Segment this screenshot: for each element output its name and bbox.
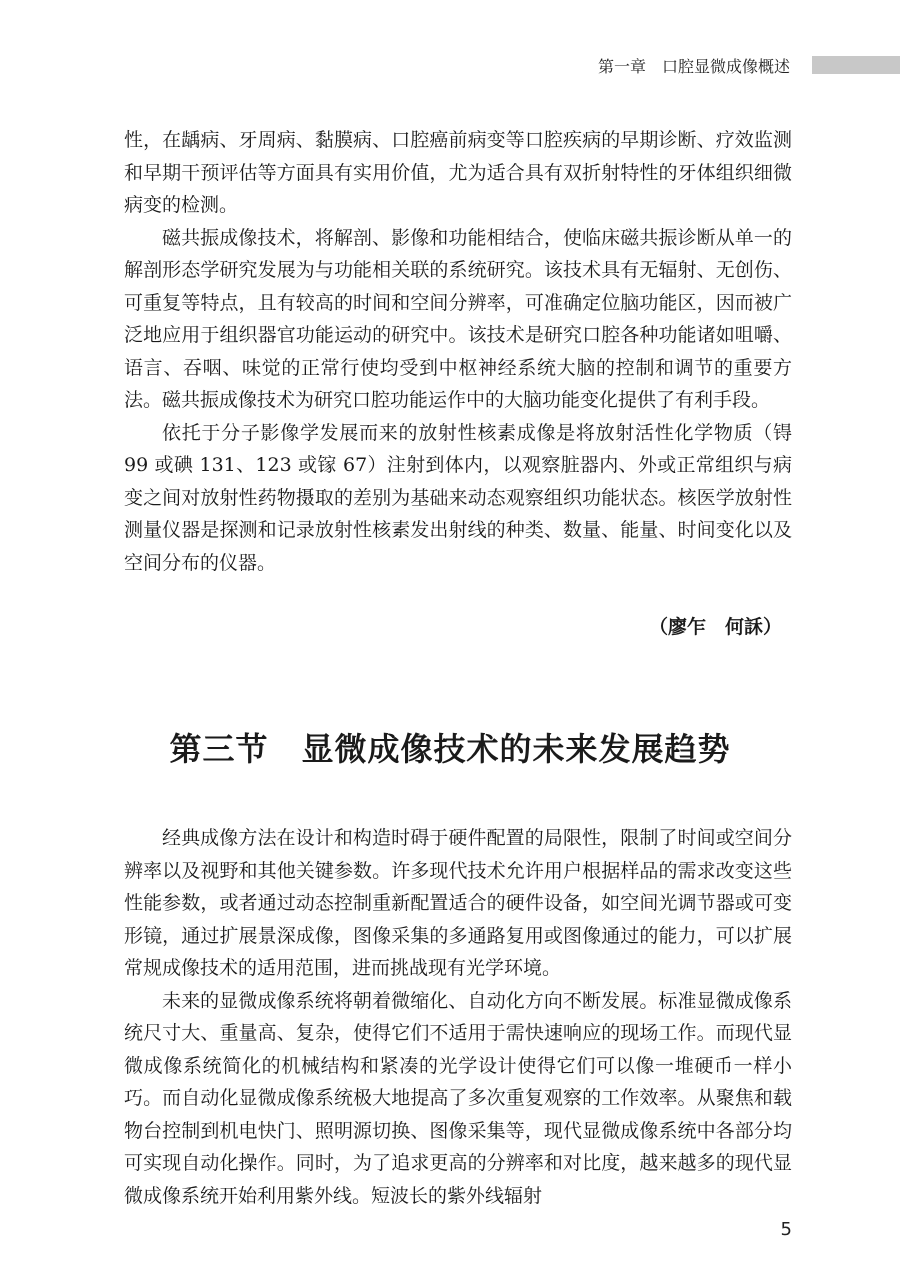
section-2-body xyxy=(124,822,792,1212)
paragraph-radionuclide: 依托于分子影像学发展而来的放射性核素成像是将放射活性化学物质（锝 99 或碘 131、123 或镓 67）注射到体内，以观察脏器内、外或正常组织与病变之间对放射性药物摄取的差别为基础来动态观察组织功能状态。核医学放射性测量仪器是探测和记录放射性核素发出射线的种类、数量、能量、时间变化以及空间分布的仪器。 xyxy=(124,421,792,574)
author-byline: （廖乍 何訸） xyxy=(648,616,782,638)
section-title: 第三节 显微成像技术的未来发展趋势 xyxy=(169,730,731,768)
paragraph-classic-imaging: 经典成像方法在设计和构造时碍于硬件配置的局限性，限制了时间或空间分辨率以及视野和其他关键参数。许多现代技术允许用户根据样品的需求改变这些性能参数，或者通过动态控制重新配置适合的硬件设备，如空间光调节器或可变形镜，通过扩展景深成像，图像采集的多通路复用或图像通过的能力，可以扩展常规成像技术的适用范围，进而挑战现有光学环境。 xyxy=(124,827,792,979)
page-number: 5 xyxy=(780,1219,792,1240)
running-header: 第一章 口腔显微成像概述 xyxy=(597,57,790,76)
paragraph-continuation: 性，在龋病、牙周病、黏膜病、口腔癌前病变等口腔疾病的早期诊断、疗效监测和早期干预评估等方面具有实用价值，尤为适合具有双折射特性的牙体组织细微病变的检测。 xyxy=(124,129,792,216)
paragraph-future-systems: 未来的显微成像系统将朝着微缩化、自动化方向不断发展。标准显微成像系统尺寸大、重量高、复杂，使得它们不适用于需快速响应的现场工作。而现代显微成像系统简化的机械结构和紧凑的光学设计使得它们可以像一堆硬币一样小巧。而自动化显微成像系统极大地提高了多次重复观察的工作效率。从聚焦和载物台控制到机电快门、照明源切换、图像采集等，现代显微成像系统中各部分均可实现自动化操作。同时，为了追求更高的分辨率和对比度，越来越多的现代显微成像系统开始利用紫外线。短波长的紫外线辐射 xyxy=(124,989,792,1207)
paragraph-mri: 磁共振成像技术，将解剖、影像和功能相结合，使临床磁共振诊断从单一的解剖形态学研究发展为与功能相关联的系统研究。该技术具有无辐射、无创伤、可重复等特点，且有较高的时间和空间分辨率，可准确定位脑功能区，因而被广泛地应用于组织器官功能运动的研究中。该技术是研究口腔各种功能诸如咀嚼、语言、吞咽、味觉的正常行使均受到中枢神经系统大脑的控制和调节的重要方法。磁共振成像技术为研究口腔功能运作中的大脑功能变化提供了有利手段。 xyxy=(124,226,792,411)
header-decoration-bar xyxy=(812,56,900,74)
section-1-body xyxy=(124,124,792,579)
